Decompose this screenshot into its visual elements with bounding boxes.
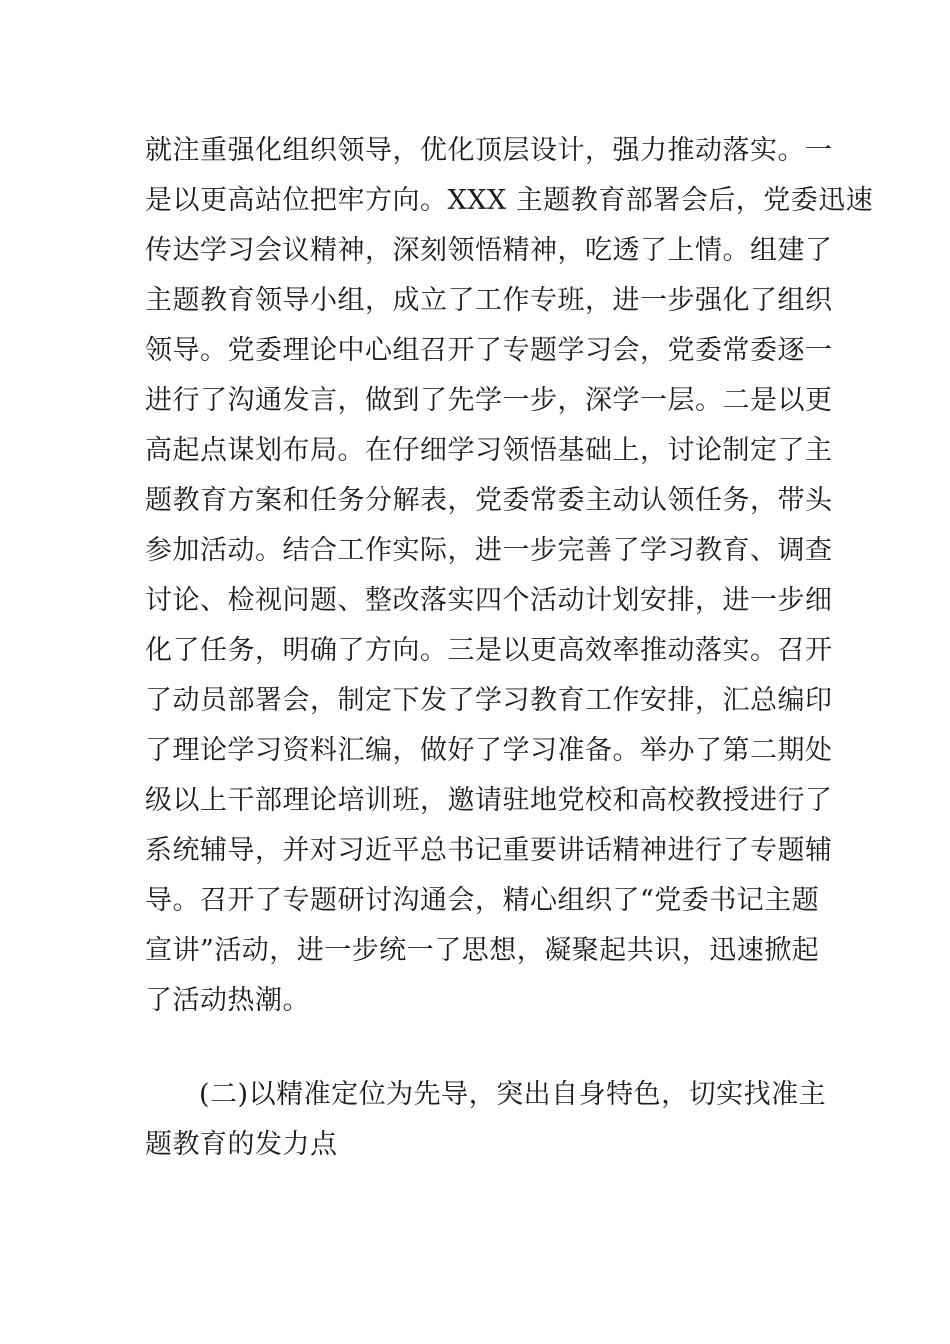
paragraph-line: 了动员部署会，制定下发了学习教育工作安排，汇总编印 — [145, 685, 833, 716]
paragraph-line: 主题教育领导小组，成立了工作专班，进一步强化了组织 — [145, 285, 833, 316]
paragraph-line: 参加活动。结合工作实际，进一步完善了学习教育、调查 — [145, 535, 833, 566]
paragraph-line: 化了任务，明确了方向。三是以更高效率推动落实。召开 — [145, 635, 833, 666]
paragraph-line: 系统辅导，并对习近平总书记重要讲话精神进行了专题辅 — [145, 835, 833, 866]
paragraph-line: 传达学习会议精神，深刻领悟精神，吃透了上情。组建了 — [145, 235, 833, 266]
paragraph-line: 导。召开了专题研讨沟通会，精心组织了“党委书记主题 — [145, 885, 820, 916]
paragraph-line: 宣讲”活动，进一步统一了思想，凝聚起共识，迅速掀起 — [145, 935, 820, 966]
paragraph-line: 讨论、检视问题、整改落实四个活动计划安排，进一步细 — [145, 585, 833, 616]
section-heading-line: (二)以精准定位为先导，突出自身特色，切实找准主 — [199, 1079, 827, 1110]
paragraph-line: 了理论学习资料汇编，做好了学习准备。举办了第二期处 — [145, 735, 833, 766]
paragraph-line: 进行了沟通发言，做到了先学一步，深学一层。二是以更 — [145, 385, 833, 416]
paragraph-line: 高起点谋划布局。在仔细学习领悟基础上，讨论制定了主 — [145, 435, 833, 466]
section-heading-line: 题教育的发力点 — [145, 1129, 338, 1160]
paragraph-line: 领导。党委理论中心组召开了专题学习会，党委常委逐一 — [145, 335, 833, 366]
paragraph-line: 就注重强化组织领导，优化顶层设计，强力推动落实。一 — [145, 135, 833, 166]
paragraph-line: 级以上干部理论培训班，邀请驻地党校和高校教授进行了 — [145, 785, 833, 816]
paragraph-line: 是以更高站位把牢方向。XXX 主题教育部署会后，党委迅速 — [145, 185, 874, 216]
paragraph-line: 了活动热潮。 — [145, 985, 310, 1016]
paragraph-line: 题教育方案和任务分解表，党委常委主动认领任务，带头 — [145, 485, 833, 516]
